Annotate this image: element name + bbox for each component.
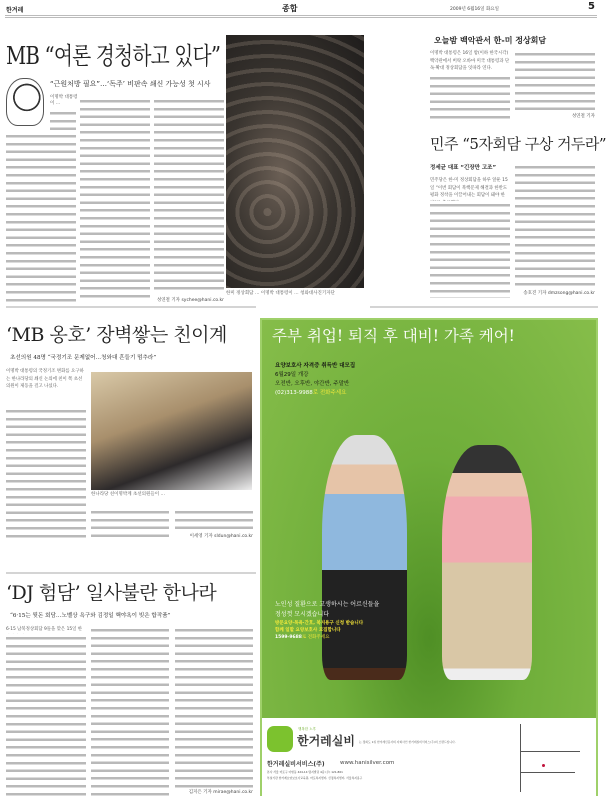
ad-phone1-suffix: 로 전화주세요 [312,390,347,396]
ad-services2: 함께 일할 요양보호사 모집합니다 [275,628,341,633]
map-road [520,751,580,752]
article1-body-text [154,97,224,293]
headline-article1: MB “여론 경청하고 있다” [6,42,221,70]
article2-byline: 성연철 기자 [571,114,595,119]
article5-lead: 6·15 남북정상회담 9돌을 맞은 15일 한 [6,627,83,632]
subhead-article5: “6·15는 뒷돈 회담…노벨상 욕구와 김정일 핵야욕이 빚은 합작품” [10,613,171,619]
section-divider [6,572,256,574]
ad-elderly-man [322,435,407,680]
article3-lead: 민주당은 한-미 정상회담을 하루 앞둔 15일 “이번 회담이 북핵문제 해결과 한반도 평화 정착을 이끌어내는 회담이 돼야 한 [430,178,508,199]
article1-lead: 이명박 대통령이 … [50,95,78,106]
subhead-article4: 초선의원 48명 “국정기조 문제없어…청와대 흔들기 멈추라” [10,355,157,361]
article4-body-text [91,508,169,540]
headline-article5: ‘DJ 험담’ 일사불란 한나라 [6,582,217,604]
subhead-article3: 정세균 대표 “긴장만 고조” [430,165,497,171]
article5-body-text [175,626,253,788]
headline-article2: 오늘밤 백악관서 한-미 정상회담 [434,36,547,45]
photo1-caption-text: 한미 정상회담 … 이명박 대통령이 … [226,291,299,296]
ad-brand-note: 는 정회도 1위 한겨레신문사의 자회사인 한거레실비서비스(주)의 브랜드입니다. [359,740,456,744]
issue-date: 2009년 6월16일 화요일 [450,7,499,12]
article1-byline: 성연철 기자 sychee@hani.co.kr [156,298,224,303]
article2-lead: 이명박 대통령은 16일 밤(이하 한국시각) 백악관에서 버락 오바마 미국 대통령과 단독·확대 정상회담을 잇따라 연다. [430,51,510,72]
ad-website[interactable]: www.hanisilver.com [340,760,395,766]
photo1-caption [226,291,364,297]
ad-footer [262,718,596,798]
section-divider [370,306,598,308]
ad-classes: 오전반, 오후반, 야간반, 주말반 [275,381,350,387]
ad-phone1[interactable]: (02)313-9988 [275,390,313,396]
summit-crowd-photo [226,35,364,288]
masthead: 한겨레 [6,7,24,14]
article5-body-text [6,634,86,796]
headline-article3: 민주 “5자회담 구상 거두라” [430,135,606,153]
article3-byline: 송호진 기자 dmzsong@hani.co.kr [523,291,595,296]
article4-photo-caption: 한나라당 친이명박계 초선의원들이 … [91,492,165,497]
lawmakers-photo [91,372,252,490]
headline-article4: ‘MB 옹호’ 장벽쌓는 친이계 [6,324,227,346]
map-road [520,772,575,773]
ad-branches: 부설기관 한거레요양보호사교육원, 마포복지센터, 신정복지센터, 서울복지용구 [267,776,363,780]
header-rule [5,15,597,18]
ad-phone-line [275,388,346,396]
article4-lead: 이명박 대통령의 국정기조 변화를 요구하는 한나라당의 쇄신 논의에 친이 쪽 초선 의원이 제동을 걸고 나섰다. [6,369,84,390]
ad-brand-tagline: 행복한 노후 [298,727,317,731]
ad-location-map [502,724,587,792]
article4-byline: 이세영 기자 sldun@hani.co.kr [189,534,253,539]
article5-byline: 김지은 기자 mirae@hani.co.kr [188,790,253,795]
article2-body-text [430,74,510,120]
section-title: 종합 [282,4,298,13]
article2-body-text [515,50,595,112]
ad-elderly-woman [442,445,532,680]
map-location-marker-icon [542,764,545,767]
ad-course-title: 요양보호사 자격증 취득반 대모집 [275,363,356,369]
article1-body-text [6,132,76,302]
ad-brand: 한거레실비 [297,734,355,748]
ad-company: 한거레실비서비스(주) [267,761,325,768]
subhead-article1: “근원처방 필요”…‘독주’ 비판속 쇄신 가능성 첫 시사 [50,80,211,88]
article1-body-text [50,109,76,131]
map-road [520,724,521,792]
hanisilver-logo-icon [267,726,293,752]
photo1-credit: 청와대사진기자단 [300,291,335,296]
page-number: 5 [588,1,595,12]
article5-body-text [91,626,169,796]
ad-phone2-line [275,634,329,640]
ad-start-date: 6월29일 개강 [275,372,309,378]
section-divider [6,306,256,308]
ad-address: 본사 서울 마포구 아현동 424-14 명지빌딩 4층 (우) 121-861 [267,770,343,774]
article1-body-text [80,97,150,302]
article3-body-text [430,201,510,298]
ad-headline: 주부 취업! 퇴직 후 대비! 가족 케어! [272,327,515,345]
caricature-portrait [6,78,44,126]
ad-services1: 방문요양·목욕·간호, 복지용구 신청 받습니다 [275,621,364,626]
ad-message1: 노인성 질환으로 고생하시는 어르신들을 [275,601,380,608]
article4-body-text [175,508,253,532]
ad-message2: 정성껏 모시겠습니다 [275,611,330,618]
article3-body-text [515,163,595,289]
ad-phone2[interactable]: 1599-9688 [275,635,302,640]
ad-phone2-suffix: 로 전화주세요 [301,635,330,640]
advertisement-hanisilver[interactable] [260,318,598,796]
article4-body-text [6,407,86,540]
